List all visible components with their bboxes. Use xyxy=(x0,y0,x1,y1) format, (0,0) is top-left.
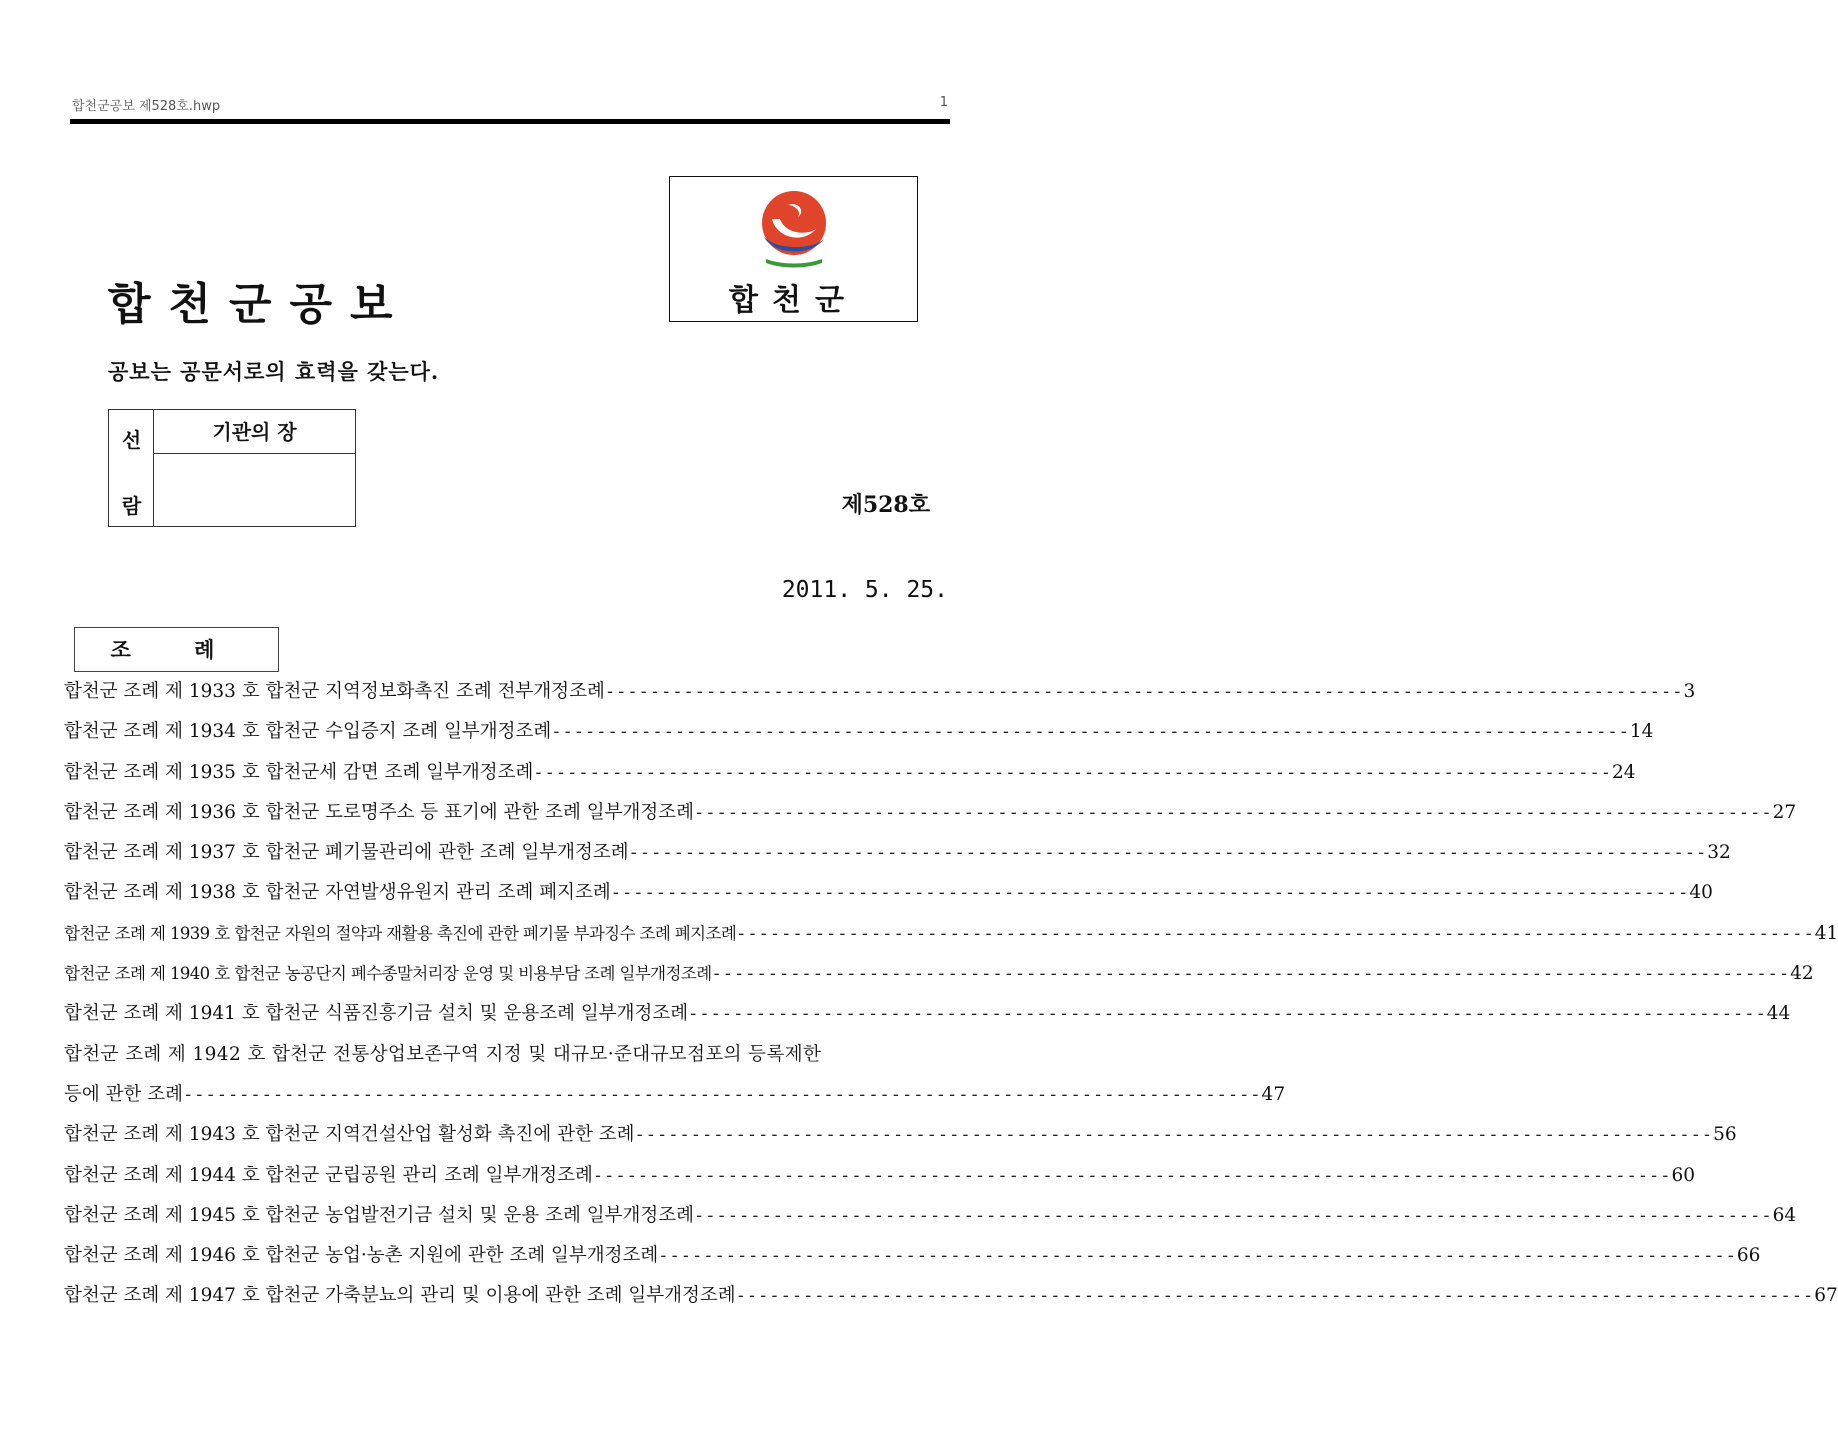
toc-leader: ------------------------------------------------------------------------------------------------ xyxy=(628,843,1708,864)
toc-leader: ------------------------------------------------------------------------------------------------ xyxy=(533,762,1612,783)
toc-leader: ------------------------------------------------------------------------------------------------ xyxy=(604,682,1684,702)
toc-entry-title: 합천군 조례 제 1940 호 합천군 농공단지 폐수종말처리장 운영 및 비용부담 조례 일부개정조례 xyxy=(64,964,712,984)
toc-entry-title: 합천군 조례 제 1938 호 합천군 자연발생유원지 관리 조례 폐지조례 xyxy=(64,882,611,904)
toc-leader: ------------------------------------------------------------------------------------------------ xyxy=(736,923,1815,944)
toc-entry-title-line1: 합천군 조례 제 1942 호 합천군 전통상업보존구역 지정 및 대규모·준대규모점포의 등록제한 xyxy=(64,1043,822,1065)
toc-entry[interactable] xyxy=(64,1276,1838,1316)
issue-number: 제528호 xyxy=(841,492,930,518)
toc-entry-title: 합천군 조례 제 1946 호 합천군 농업·농촌 지원에 관한 조례 일부개정조례 xyxy=(64,1245,659,1267)
toc-entry[interactable] xyxy=(64,873,1713,913)
header-page-number: 1 xyxy=(939,95,948,110)
toc-entry-page: 14 xyxy=(1629,721,1654,743)
toc-leader: ------------------------------------------------------------------------------------------------ xyxy=(694,1205,1773,1226)
toc-entry-line1[interactable] xyxy=(64,1035,950,1075)
toc-entry[interactable] xyxy=(64,753,1636,793)
toc-leader: ------------------------------------------------------------------------------------------------ xyxy=(634,1125,1714,1146)
toc-entry[interactable] xyxy=(64,914,1838,954)
table-of-contents xyxy=(64,672,1838,1317)
toc-entry-page: 44 xyxy=(1766,1003,1791,1025)
toc-entry-page: 32 xyxy=(1707,842,1731,864)
toc-entry-page: 42 xyxy=(1790,963,1814,985)
toc-entry-page: 24 xyxy=(1611,761,1636,783)
toc-entry-page: 27 xyxy=(1772,801,1797,823)
toc-entry-page: 64 xyxy=(1772,1204,1797,1226)
toc-entry-title: 합천군 조례 제 1945 호 합천군 농업발전기금 설치 및 운용 조례 일부개정조례 xyxy=(64,1204,695,1226)
approval-table xyxy=(108,409,356,527)
toc-entry-page: 66 xyxy=(1736,1245,1761,1267)
toc-entry-title: 합천군 조례 제 1947 호 합천군 가축분뇨의 관리 및 이용에 관한 조례 일부개정조례 xyxy=(64,1285,736,1307)
toc-entry-page: 67 xyxy=(1814,1285,1838,1307)
gazette-subtitle: 공보는 공문서로의 효력을 갖는다. xyxy=(108,359,440,384)
toc-leader: ------------------------------------------------------------------------------------------------ xyxy=(610,883,1690,904)
toc-leader: ------------------------------------------------------------------------------------------------ xyxy=(688,1004,1767,1025)
section-title-box: 조 례 xyxy=(74,627,279,672)
toc-entry-title: 합천군 조례 제 1934 호 합천군 수입증지 조례 일부개정조례 xyxy=(64,721,552,743)
toc-entry-title: 합천군 조례 제 1941 호 합천군 식품진흥기금 설치 및 운용조례 일부개정조례 xyxy=(64,1003,689,1025)
toc-entry-page: 60 xyxy=(1671,1164,1696,1186)
toc-entry-title: 합천군 조례 제 1939 호 합천군 자원의 절약과 재활용 촉진에 관한 폐기물 부과징수 조례 폐지조례 xyxy=(64,923,737,943)
issue-date: 2011. 5. 25. xyxy=(781,577,948,603)
toc-entry[interactable] xyxy=(64,954,1814,994)
toc-entry-page: 40 xyxy=(1689,882,1713,904)
gazette-title: 합천군공보 xyxy=(108,279,411,330)
toc-leader: ------------------------------------------------------------------------------------------------ xyxy=(694,802,1773,823)
toc-leader: ------------------------------------------------------------------------------------------------ xyxy=(658,1246,1737,1267)
toc-entry-line2[interactable] xyxy=(64,1075,1286,1115)
toc-entry[interactable] xyxy=(64,712,1654,752)
header-rule xyxy=(70,119,950,124)
toc-entry[interactable] xyxy=(64,994,1791,1034)
logo-text: 합천군 xyxy=(729,283,858,318)
toc-entry-title: 합천군 조례 제 1936 호 합천군 도로명주소 등 표기에 관한 조례 일부개정조례 xyxy=(64,801,695,823)
toc-entry-page: 56 xyxy=(1713,1124,1737,1146)
toc-entry[interactable] xyxy=(64,1156,1696,1196)
toc-entry-title: 합천군 조례 제 1935 호 합천군세 감면 조례 일부개정조례 xyxy=(64,761,534,783)
toc-entry-title: 합천군 조례 제 1933 호 합천군 지역정보화촉진 조례 전부개정조례 xyxy=(64,681,605,702)
toc-entry-title: 합천군 조례 제 1944 호 합천군 군립공원 관리 조례 일부개정조례 xyxy=(64,1164,593,1186)
toc-entry-title: 합천군 조례 제 1943 호 합천군 지역건설산업 활성화 촉진에 관한 조례 xyxy=(64,1124,635,1146)
county-emblem-icon xyxy=(758,189,830,275)
toc-entry[interactable] xyxy=(64,1236,1761,1276)
header-filename: 합천군공보 제528호.hwp xyxy=(72,99,221,114)
toc-entry[interactable] xyxy=(64,672,1696,712)
county-logo-box xyxy=(669,176,918,322)
toc-leader: ------------------------------------------------------------------------------------------------ xyxy=(592,1165,1672,1186)
toc-entry-page: 3 xyxy=(1683,681,1696,702)
toc-leader: ------------------------------------------------------------------------------------------------ xyxy=(551,722,1630,743)
toc-entry-title-line2: 등에 관한 조례 xyxy=(64,1083,183,1105)
toc-entry-title: 합천군 조례 제 1937 호 합천군 폐기물관리에 관한 조례 일부개정조례 xyxy=(64,842,629,864)
toc-entry[interactable] xyxy=(64,1115,1737,1155)
toc-leader: ------------------------------------------------------------------------------------------------ xyxy=(183,1084,1262,1105)
toc-entry[interactable] xyxy=(64,833,1731,873)
approval-label-top: 선 xyxy=(121,428,142,452)
approval-header: 기관의 장 xyxy=(154,410,355,454)
toc-entry-page: 41 xyxy=(1814,922,1838,944)
toc-entry-page: 47 xyxy=(1261,1083,1286,1105)
toc-entry[interactable] xyxy=(64,793,1797,833)
toc-leader: ------------------------------------------------------------------------------------------------ xyxy=(735,1286,1815,1307)
approval-label-bottom: 람 xyxy=(121,494,142,518)
toc-entry[interactable] xyxy=(64,1196,1797,1236)
toc-leader: ------------------------------------------------------------------------------------------------ xyxy=(711,964,1791,985)
emblem-green-band xyxy=(766,259,822,268)
